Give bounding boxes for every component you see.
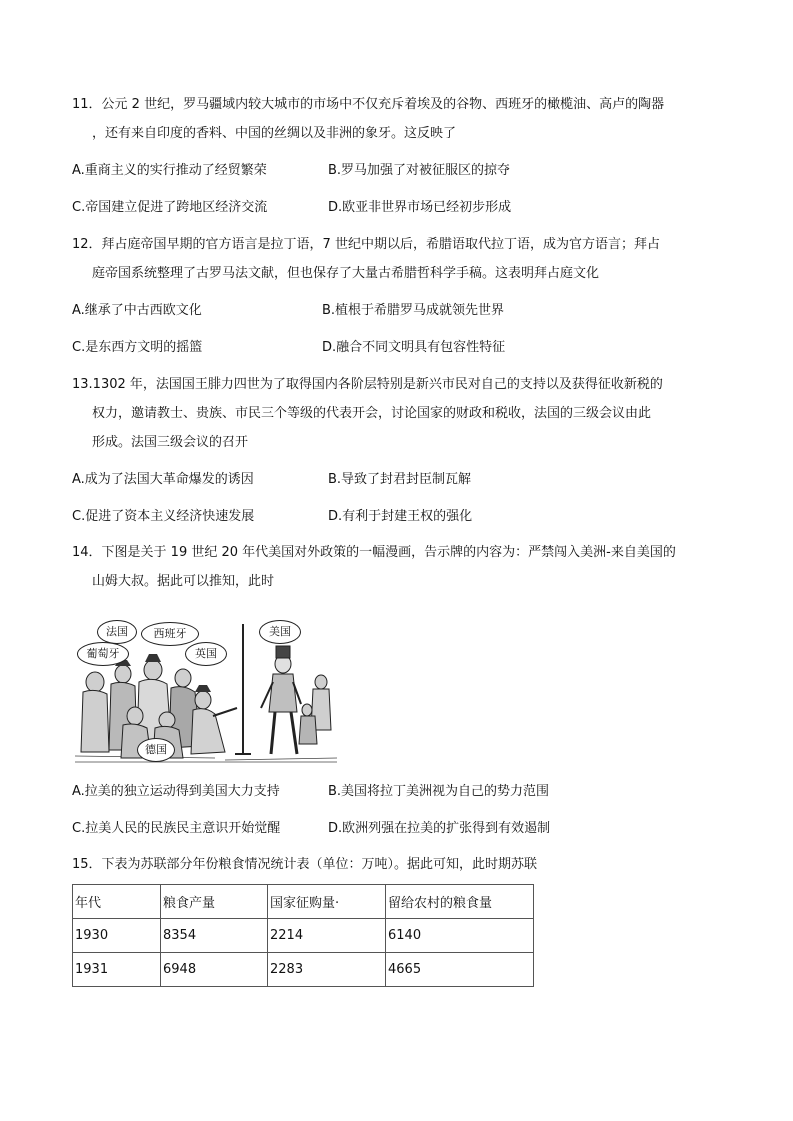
table-cell: 2214 — [268, 919, 386, 953]
q11-stem-line1: 11．公元 2 世纪，罗马疆域内较大城市的市场中不仅充斥着埃及的谷物、西班牙的橄榄油、高卢的陶器 — [72, 97, 665, 112]
q13-option-c[interactable]: C.促进了资本主义经济快速发展 — [72, 509, 255, 524]
table-cell: 4665 — [386, 953, 534, 987]
table-cell: 6140 — [386, 919, 534, 953]
q11-option-d[interactable]: D.欧亚非世界市场已经初步形成 — [328, 200, 512, 215]
q12-option-b[interactable]: B.植根于希腊罗马成就领先世界 — [322, 303, 505, 318]
q13-stem-line3: 形成。法国三级会议的召开 — [92, 435, 249, 450]
q14-option-d[interactable]: D.欧洲列强在拉美的扩张得到有效遏制 — [328, 821, 551, 836]
q12-option-a[interactable]: A.继承了中古西欧文化 — [72, 303, 202, 318]
table-cell: 1930 — [73, 919, 161, 953]
q11-stem-line2: ，还有来自印度的香料、中国的丝绸以及非洲的象牙。这反映了 — [92, 126, 457, 141]
q14-option-c[interactable]: C.拉美人民的民族民主意识开始觉醒 — [72, 821, 281, 836]
q11-option-c[interactable]: C.帝国建立促进了跨地区经济交流 — [72, 200, 268, 215]
bubble-spain: 西班牙 — [141, 622, 199, 646]
q15-stem-line1: 15．下表为苏联部分年份粮食情况统计表（单位：万吨）。据此可知，此时期苏联 — [72, 857, 538, 872]
table-header-cell: 留给农村的粮食量 — [386, 885, 534, 919]
bubble-portugal: 葡萄牙 — [77, 642, 129, 666]
q14-option-a[interactable]: A.拉美的独立运动得到美国大力支持 — [72, 784, 280, 799]
table-row — [73, 953, 534, 987]
bubble-france: 法国 — [97, 620, 137, 644]
q13-option-d[interactable]: D.有利于封建王权的强化 — [328, 509, 473, 524]
table-header-cell: 粮食产量 — [161, 885, 268, 919]
table-cell: 6948 — [161, 953, 268, 987]
bubble-usa: 美国 — [259, 620, 301, 644]
table-header-cell: 国家征购量· — [268, 885, 386, 919]
grain-statistics-table — [72, 884, 534, 987]
table-cell: 2283 — [268, 953, 386, 987]
table-cell: 1931 — [73, 953, 161, 987]
q14-option-b[interactable]: B.美国将拉丁美洲视为自己的势力范围 — [328, 784, 550, 799]
q12-stem-line2: 庭帝国系统整理了古罗马法文献，但也保存了大量古希腊哲科学手稿。这表明拜占庭文化 — [92, 266, 600, 281]
table-header-cell: 年代 — [73, 885, 161, 919]
q13-option-b[interactable]: B.导致了封君封臣制瓦解 — [328, 472, 472, 487]
q14-stem-line2: 山姆大叔。据此可以推知，此时 — [92, 574, 275, 589]
q13-stem-line2: 权力，邀请教士、贵族、市民三个等级的代表开会，讨论国家的财政和税收，法国的三级会议由此 — [92, 406, 652, 421]
q12-option-c[interactable]: C.是东西方文明的摇篮 — [72, 340, 203, 355]
q13-stem-line1: 13.1302 年，法国国王腓力四世为了取得国内各阶层特别是新兴市民对自己的支持以及获得征收新税的 — [72, 377, 663, 392]
bubble-germany: 德国 — [137, 738, 175, 762]
table-row — [73, 919, 534, 953]
bubble-britain: 英国 — [185, 642, 227, 666]
table-header-row — [73, 885, 534, 919]
q11-option-a[interactable]: A.重商主义的实行推动了经贸繁荣 — [72, 163, 267, 178]
q12-option-d[interactable]: D.融合不同文明具有包容性特征 — [322, 340, 506, 355]
q12-stem-line1: 12．拜占庭帝国早期的官方语言是拉丁语，7 世纪中期以后，希腊语取代拉丁语，成为官方语言；拜占 — [72, 237, 660, 252]
q14-stem-line1: 14．下图是关于 19 世纪 20 年代美国对外政策的一幅漫画，告示牌的内容为：严禁闯入美洲-来自美国的 — [72, 545, 676, 560]
monroe-doctrine-cartoon — [75, 612, 337, 768]
q11-option-b[interactable]: B.罗马加强了对被征服区的掠夺 — [328, 163, 511, 178]
q13-option-a[interactable]: A.成为了法国大革命爆发的诱因 — [72, 472, 254, 487]
table-cell: 8354 — [161, 919, 268, 953]
